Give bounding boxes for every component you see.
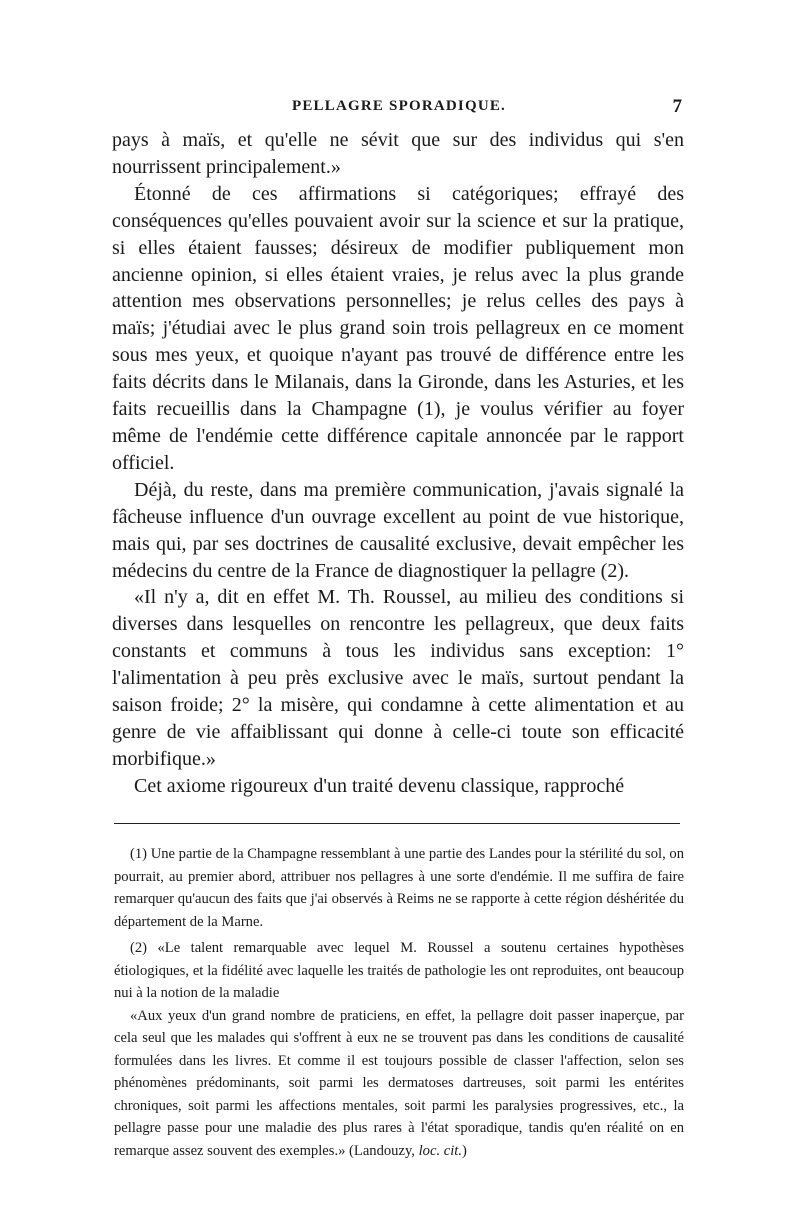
paragraph-4: «Il n'y a, dit en effet M. Th. Roussel, au milieu des conditions si diverses dans lesquelles on rencontre les pellagreux, que deux faits constants et communs à tous les individus sans exception: 1° l'alimentation à peu près exclusive avec le maïs, surtout pendant la saison froide; 2° la misère, qui condamne à cette alimentation et au genre de vie affaiblissant qui donne à celle-ci toute son efficacité morbifique.» (112, 586, 684, 770)
main-text (112, 127, 684, 800)
running-title: PELLAGRE SPORADIQUE. (291, 98, 507, 114)
footnote-2-quote: «Aux yeux d'un grand nombre de praticiens, en effet, la pellagre doit passer inaperçue, par cela seul que les malades qui s'offrent à eux ne se trouvent pas dans les conditions de causalité formulées dans les livres. Et comme il est toujours possible de classer l'affection, selon ses phénomènes prédominants, soit parmi les dermatoses dartreuses, soit parmi les entérites chroniques, soit parmi les affections mentales, soit parmi les paralysies progressives, etc., la pellagre passe pour une maladie des plus rares à l'état sporadique, tandis qu'en réalité on en remarque assez souvent des exemples.» (Landouzy, (114, 1007, 684, 1159)
paragraph-5: Cet axiome rigoureux d'un traité devenu classique, rapproché (134, 774, 625, 797)
footnote-1: (1) Une partie de la Champagne ressemblant à une partie des Landes pour la stérilité du sol, on pourrait, au premier abord, attribuer nos pellagres à une sorte d'endémie. Il me suffira de faire remarquer qu'aucun des faits que j'ai observés à Reims ne se rapporte à cette région déshéritée du département de la Marne. (114, 846, 684, 930)
footnote-citation: loc. cit. (418, 1142, 462, 1159)
footnote-citation-close: ) (461, 1142, 467, 1159)
footnote-2-continued (114, 1005, 684, 1163)
footnote-divider (114, 823, 680, 824)
footnote-2: (2) «Le talent remarquable avec lequel M. Roussel a soutenu certaines hypothèses étiologiques, et la fidélité avec laquelle les traités de pathologie les ont reproduites, ont beaucoup nui à la notion de la maladie (114, 940, 684, 1001)
footnotes (114, 843, 684, 1162)
page-number: 7 (672, 96, 682, 117)
paragraph-3: Déjà, du reste, dans ma première communication, j'avais signalé la fâcheuse influence d'un ouvrage excellent au point de vue historique, mais qui, par ses doctrines de causalité exclusive, devait empêcher les médecins du centre de la France de diagnostiquer la pellagre (2). (112, 478, 684, 582)
paragraph-1: pays à maïs, et qu'elle ne sévit que sur des individus qui s'en nourrissent principalement.» (112, 129, 684, 178)
running-header (112, 98, 686, 120)
paragraph-2: Étonné de ces affirmations si catégoriques; effrayé des conséquences qu'elles pouvaient avoir sur la science et sur la pratique, si elles étaient fausses; désireux de modifier publiquement mon ancienne opinion, si elles étaient vraies, je relus avec la plus grande attention mes observations personnelles; je relus celles des pays à maïs; j'étudiai avec le plus grand soin trois pellagreux en ce moment sous mes yeux, et quoique n'ayant pas trouvé de différence entre les faits décrits dans le Milanais, dans la Gironde, dans les Asturies, et les faits recueillis dans la Champagne (1), je voulus vérifier au foyer même de l'endémie cette différence capitale annoncée par le rapport officiel. (112, 182, 684, 474)
